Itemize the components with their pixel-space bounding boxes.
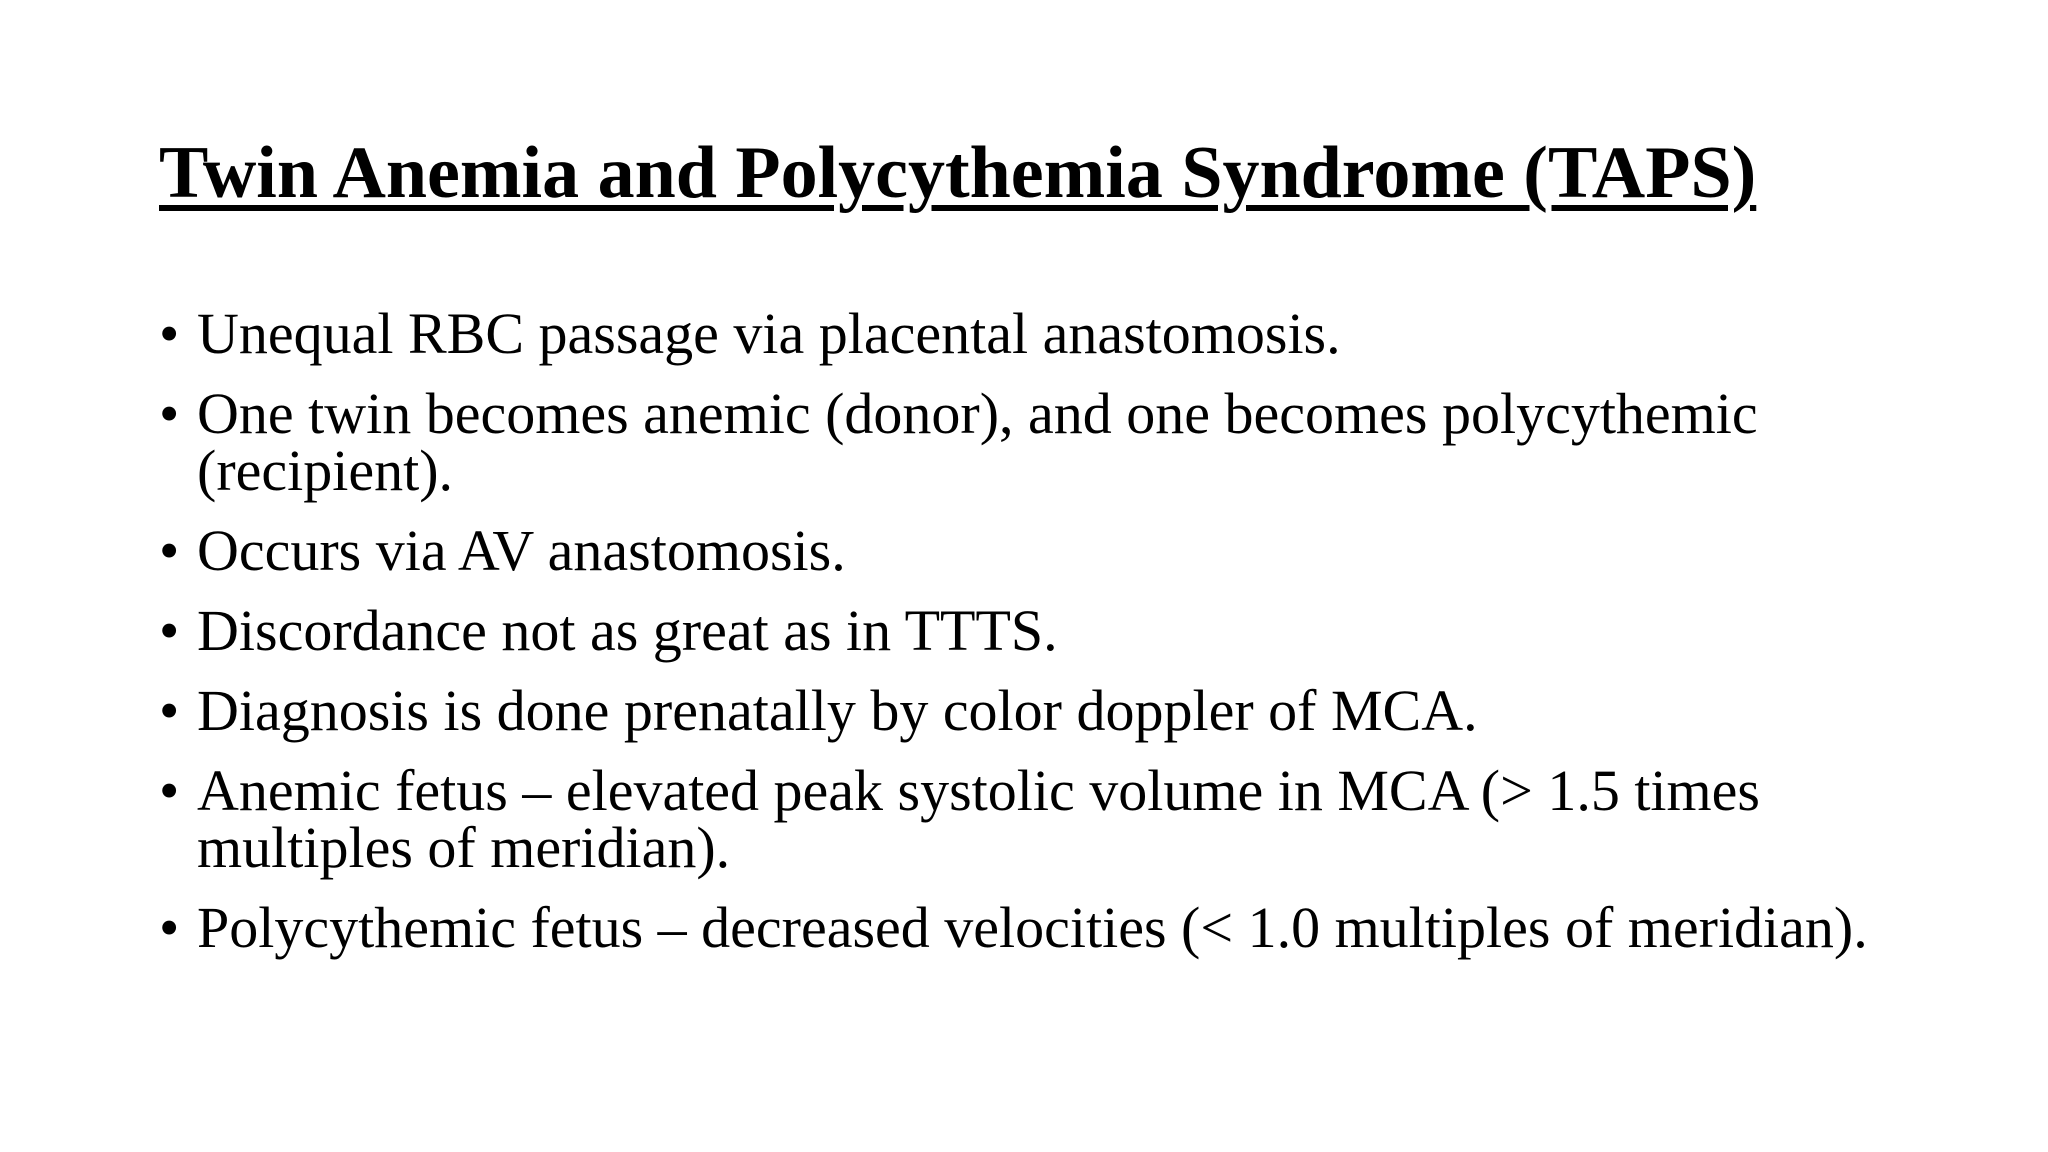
bullet-text: Diagnosis is done prenatally by color doppler of MCA.	[197, 678, 1478, 743]
bullet-text: Occurs via AV anastomosis.	[197, 518, 846, 583]
bullet-dot-icon: •	[159, 381, 180, 446]
bullet-text: Discordance not as great as in TTTS.	[197, 598, 1058, 663]
list-item	[159, 381, 1909, 503]
bullet-text: Unequal RBC passage via placental anastomosis.	[197, 301, 1341, 366]
list-item	[159, 518, 1909, 583]
bullet-dot-icon: •	[159, 895, 180, 960]
bullet-list	[159, 301, 1909, 979]
bullet-dot-icon: •	[159, 598, 180, 663]
bullet-text: Anemic fetus – elevated peak systolic volume in MCA (> 1.5 times multiples of meridian).	[197, 758, 1760, 880]
slide-title: Twin Anemia and Polycythemia Syndrome (TAPS)	[159, 132, 1757, 214]
bullet-dot-icon: •	[159, 301, 180, 366]
bullet-text: One twin becomes anemic (donor), and one becomes polycythemic (recipient).	[197, 381, 1758, 503]
bullet-text: Polycythemic fetus – decreased velocities (< 1.0 multiples of meridian).	[197, 895, 1868, 960]
list-item	[159, 895, 1909, 960]
list-item	[159, 758, 1909, 880]
bullet-dot-icon: •	[159, 678, 180, 743]
list-item	[159, 598, 1909, 663]
list-item	[159, 301, 1909, 366]
bullet-dot-icon: •	[159, 518, 180, 583]
bullet-dot-icon: •	[159, 758, 180, 823]
list-item	[159, 678, 1909, 743]
